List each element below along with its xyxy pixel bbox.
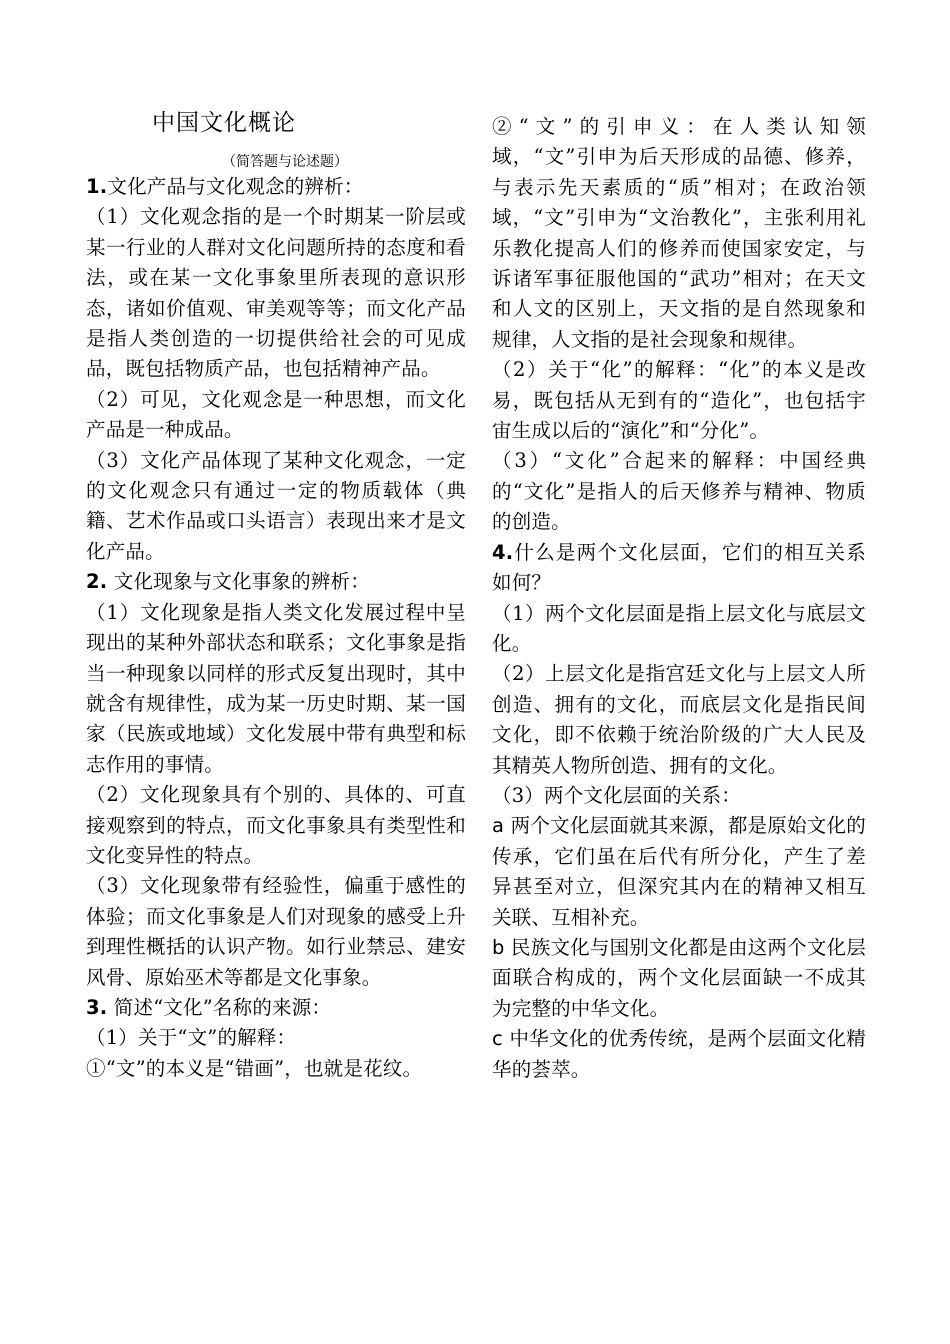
question-4-point-3: （3）两个文化层面的关系： [492, 783, 742, 807]
question-1-point-3: （3）文化产品体现了某种文化观念，一定的文化观念只有通过一定的物质载体（典籍、艺术作品或口头语言）表现出来才是文化产品。 [86, 448, 466, 563]
question-4-item-b [492, 933, 866, 1024]
item-c-text: 中华文化的优秀传统，是两个层面文化精华的荟萃。 [492, 1027, 866, 1081]
question-2-number: 2. [86, 570, 108, 594]
question-3-point-1b: ②“文”的引申义：在人类认知领域，“文”引申为后天形成的品德、修养，与表示先天素质的“质”相对；在政治领域，“文”引申为“文治教化”，主张利用礼乐教化提高人们的修养而使国家安定，与诉诸军事征服他国的“武功”相对；在天文和人文的区别上，天文指的是自然现象和规律，人文指的是社会现象和规律。 [492, 115, 866, 351]
question-1-point-2: （2）可见，文化观念是一种思想，而文化产品是一种成品。 [86, 387, 466, 442]
item-a-marker: a [492, 814, 511, 838]
question-3-number: 3. [86, 995, 108, 1019]
question-4-point-1: （1）两个文化层面是指上层文化与底层文化。 [492, 601, 866, 655]
question-4-number: 4. [492, 540, 514, 564]
left-column [86, 172, 466, 1084]
question-4-text: 什么是两个文化层面，它们的相互关系如何？ [492, 540, 866, 595]
page-subtitle: （简答题与论述题） [222, 154, 348, 170]
item-a-text: 两个文化层面就其来源，都是原始文化的传承，它们虽在后代有所分化，产生了差异甚至对立，但深究其内在的精神又相互关联、互相补充。 [492, 814, 866, 929]
question-3-text: 简述“文化”名称的来源： [107, 995, 332, 1019]
question-3-heading [86, 993, 466, 1023]
question-2-heading [86, 567, 466, 597]
page-title: 中国文化概论 [152, 110, 296, 136]
question-1-number: 1. [86, 175, 108, 198]
question-3-point-1a: ①“文”的本义是“错画”，也就是花纹。 [86, 1056, 423, 1080]
question-4-point-2: （2）上层文化是指宫廷文化与上层文人所创造、拥有的文化，而底层文化是指民间文化，即不依赖于统治阶级的广大人民及其精英人物所创造、拥有的文化。 [492, 662, 866, 777]
question-1-point-1: （1）文化观念指的是一个时期某一阶层或某一行业的人群对文化问题所持的态度和看法，或在某一文化事象里所表现的意识形态，诸如价值观、审美观等等；而文化产品是指人类创造的一切提供给社会的可见成品，既包括物质产品，也包括精神产品。 [86, 205, 466, 381]
question-2-point-1: （1）文化现象是指人类文化发展过程中呈现出的某种外部状态和联系；文化事象是指当一种现象以同样的形式反复出现时，其中就含有规律性，成为某一历史时期、某一国家（民族或地域）文化发展中带有典型和标志作用的事情。 [86, 600, 466, 776]
right-column [492, 112, 866, 1085]
item-b-text: 民族文化与国别文化都是由这两个文化层面联合构成的，两个文化层面缺一不成其为完整的中华文化。 [492, 935, 866, 1020]
question-4-heading [492, 538, 866, 599]
question-1-text: 文化产品与文化观念的辨析： [107, 175, 364, 198]
question-4-item-a [492, 811, 866, 933]
question-2-point-3: （3）文化现象带有经验性，偏重于感性的体验；而文化事象是人们对现象的感受上升到理性概括的认识产物。如行业禁忌、建安风骨、原始巫术等都是文化事象。 [86, 874, 466, 989]
item-c-marker: c [492, 1027, 510, 1051]
question-3-point-2: （2）关于“化”的解释：“化”的本义是改易，既包括从无到有的“造化”，也包括宇宙生成以后的“演化”和“分化”。 [492, 358, 866, 443]
item-b-marker: b [492, 935, 511, 959]
question-3-point-3: （3）“文化”合起来的解释：中国经典的“文化”是指人的后天修养与精神、物质的创造。 [492, 449, 866, 534]
question-2-text: 文化现象与文化事象的辨析： [107, 570, 370, 594]
question-4-item-c [492, 1024, 866, 1085]
question-3-point-1: （1）关于“文”的解释： [86, 1026, 297, 1050]
question-2-point-2: （2）文化现象具有个别的、具体的、可直接观察到的特点，而文化事象具有类型性和文化变异性的特点。 [86, 783, 466, 867]
question-1-heading [86, 172, 466, 202]
